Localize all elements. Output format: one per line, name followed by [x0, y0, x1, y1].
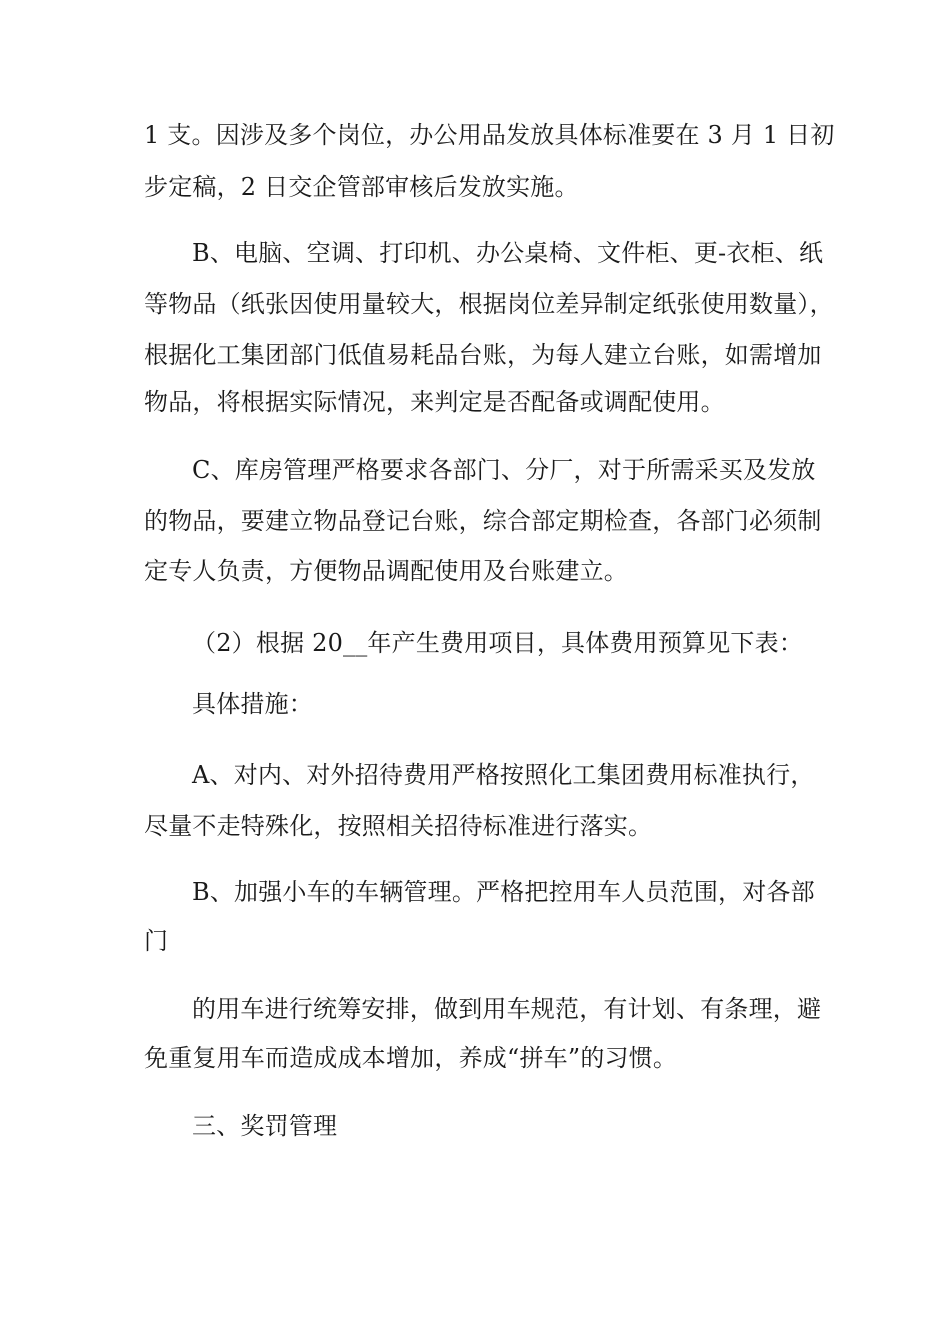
budget-intro: （2）根据 20__年产生费用项目，具体费用预算见下表：	[192, 629, 804, 657]
measure-b-start: B、加强小车的车辆管理。严格把控用车人员范围，对各部	[192, 878, 815, 906]
measures-heading: 具体措施：	[192, 690, 313, 718]
paragraph-b-start: B、电脑、空调、打印机、办公桌椅、文件柜、更-衣柜、纸	[192, 239, 824, 267]
text-line: 等物品（纸张因使用量较大，根据岗位差异制定纸张使用数量），	[144, 290, 834, 318]
text-line: 免重复用车而造成成本增加，养成“拼车”的习惯。	[144, 1044, 678, 1072]
text-line: 尽量不走特殊化，按照相关招待标准进行落实。	[144, 812, 653, 840]
text-line: 步定稿，2 日交企管部审核后发放实施。	[144, 173, 579, 201]
text-line: 1 支。因涉及多个岗位，办公用品发放具体标准要在 3 月 1 日初	[144, 121, 835, 149]
text-line: 根据化工集团部门低值易耗品台账，为每人建立台账，如需增加	[144, 341, 822, 369]
measure-a-start: A、对内、对外招待费用严格按照化工集团费用标准执行，	[192, 761, 815, 789]
measure-b-continued: 的用车进行统筹安排，做到用车规范，有计划、有条理，避	[192, 995, 822, 1023]
text-line: 物品，将根据实际情况，来判定是否配备或调配使用。	[144, 388, 725, 416]
text-line: 定专人负责，方便物品调配使用及台账建立。	[144, 557, 628, 585]
section-heading-rewards: 三、奖罚管理	[192, 1112, 338, 1140]
text-line: 门	[144, 927, 169, 955]
paragraph-c-start: C、库房管理严格要求各部门、分厂，对于所需采买及发放	[192, 456, 816, 484]
text-line: 的物品，要建立物品登记台账，综合部定期检查，各部门必须制	[144, 507, 822, 535]
